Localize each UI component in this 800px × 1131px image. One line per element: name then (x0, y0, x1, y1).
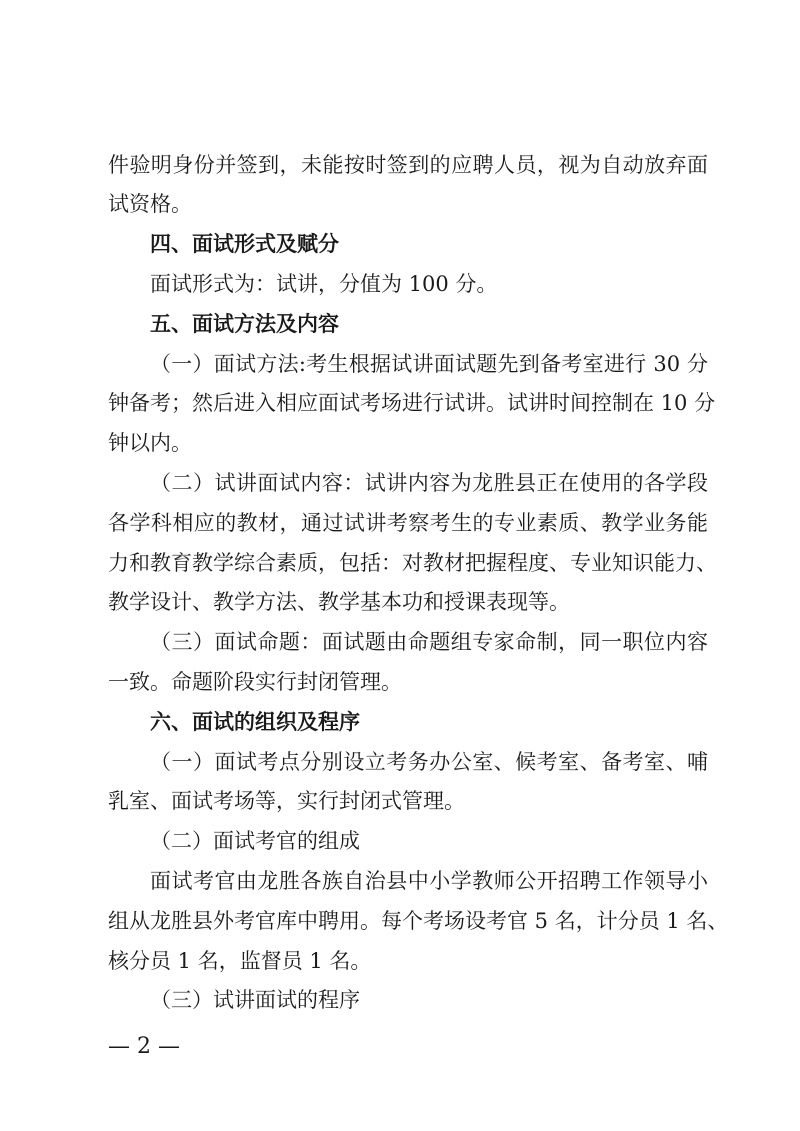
body-line: 组从龙胜县外考官库中聘用。每个考场设考官 5 名，计分员 1 名、 (108, 909, 729, 933)
body-line: （三）面试命题：面试题由命题组专家命制，同一职位内容 (150, 630, 708, 654)
body-line: 力和教育教学综合素质，包括：对教材把握程度、专业知识能力、 (108, 551, 717, 575)
body-line: 核分员 1 名，监督员 1 名。 (108, 949, 372, 973)
body-line: 试资格。 (108, 192, 192, 216)
body-line: （一）面试方法:考生根据试讲面试题先到备考室进行 30 分 (150, 352, 708, 376)
body-line: 教学设计、教学方法、教学基本功和授课表现等。 (108, 590, 570, 614)
body-line: 面试形式为：试讲，分值为 100 分。 (150, 272, 498, 296)
body-line: 件验明身份并签到，未能按时签到的应聘人员，视为自动放弃面 (108, 153, 708, 177)
section-heading: 六、面试的组织及程序 (150, 710, 360, 734)
body-line: （二）面试考官的组成 (150, 829, 360, 853)
body-line: 各学科相应的教材，通过试讲考察考生的专业素质、教学业务能 (108, 511, 708, 535)
section-heading: 五、面试方法及内容 (150, 312, 339, 336)
body-line: （三）试讲面试的程序 (150, 988, 360, 1012)
body-line: （二）试讲面试内容：试讲内容为龙胜县正在使用的各学段 (150, 471, 708, 495)
page-number: — 2 — (108, 1034, 180, 1059)
body-line: 钟以内。 (108, 431, 192, 455)
body-line: 钟备考；然后进入相应面试考场进行试讲。试讲时间控制在 10 分 (108, 391, 716, 415)
body-line: 乳室、面试考场等，实行封闭式管理。 (108, 789, 465, 813)
body-line: （一）面试考点分别设立考务办公室、候考室、备考室、哺 (150, 750, 708, 774)
body-line: 面试考官由龙胜各族自治县中小学教师公开招聘工作领导小 (150, 869, 708, 893)
body-line: 一致。命题阶段实行封闭管理。 (108, 670, 402, 694)
section-heading: 四、面试形式及赋分 (150, 232, 339, 256)
